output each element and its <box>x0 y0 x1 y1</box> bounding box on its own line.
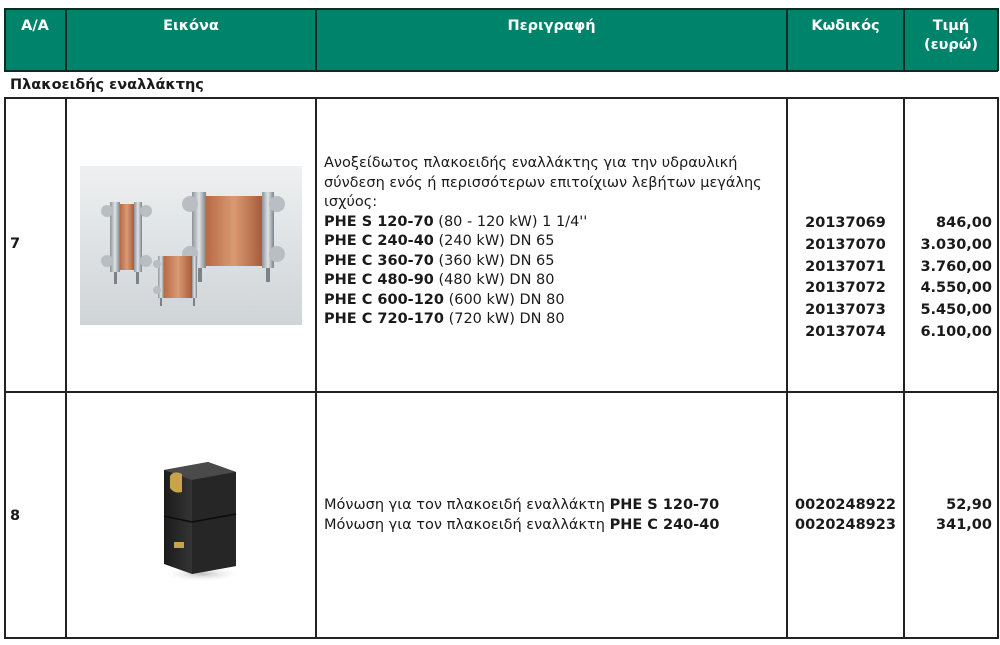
header-price-label: Τιμή <box>932 18 970 34</box>
model-spec: (600 kW) DN 80 <box>443 291 565 308</box>
model-name: PHE C 240-40 <box>609 516 720 533</box>
header-image: Εικόνα <box>66 8 316 71</box>
description-line: Ανοξείδωτος πλακοειδής εναλλάκτης για την υδραυλική <box>324 155 738 171</box>
table-border <box>997 97 999 639</box>
model-spec: (480 kW) DN 80 <box>433 272 555 288</box>
product-code: 20137072 <box>805 280 886 297</box>
model-name: PHE C 720-170 <box>324 311 444 327</box>
model-line <box>324 310 774 330</box>
product-price: 4.550,00 <box>920 280 992 297</box>
row-description <box>324 496 774 535</box>
model-line <box>324 213 774 233</box>
product-code: 20137074 <box>805 323 886 340</box>
header-divider <box>903 8 905 71</box>
product-price: 341,00 <box>936 517 992 533</box>
table-border <box>65 97 67 639</box>
model-spec: (80 - 120 kW) 1 1/4'' <box>433 213 588 230</box>
table-border <box>4 391 998 393</box>
row-codes <box>787 213 904 344</box>
row-number: 8 <box>10 508 21 524</box>
row-codes <box>787 495 904 535</box>
table-border <box>786 97 788 639</box>
product-code: 20137071 <box>805 258 886 275</box>
table-border <box>903 97 905 639</box>
product-price: 3.030,00 <box>920 236 992 253</box>
item-text: Μόνωση για τον πλακοειδή εναλλάκτη <box>324 497 610 513</box>
model-line <box>324 252 774 272</box>
product-code: 20137070 <box>805 236 886 253</box>
model-name: PHE C 480-90 <box>324 272 434 288</box>
product-price: 52,90 <box>946 497 992 513</box>
product-price: 3.760,00 <box>920 258 992 275</box>
description-line: ισχύος: <box>324 194 378 210</box>
header-aa: Α/Α <box>4 8 66 71</box>
table-border <box>4 97 6 639</box>
model-name: PHE C 600-120 <box>324 291 444 308</box>
product-code: 0020248923 <box>795 517 896 533</box>
header-divider <box>65 8 67 71</box>
model-line <box>324 232 774 252</box>
model-line <box>324 516 774 536</box>
header-divider <box>315 8 317 71</box>
header-divider <box>4 8 6 71</box>
section-title: Πλακοειδής εναλλάκτης <box>10 77 204 93</box>
model-line <box>324 271 774 291</box>
description-line: σύνδεση ενός ή περισσότερων επιτοίχιων λεβήτων μεγάλης <box>324 174 762 191</box>
row-number: 7 <box>10 236 21 252</box>
item-text: Μόνωση για τον πλακοειδή εναλλάκτη <box>324 516 610 533</box>
header-divider <box>997 8 999 71</box>
header-description: Περιγραφή <box>316 8 787 71</box>
insulation-jacket-image <box>150 456 250 586</box>
model-name: PHE S 120-70 <box>609 497 720 513</box>
header-price-unit: (ευρώ) <box>923 37 979 53</box>
product-price: 846,00 <box>936 215 992 231</box>
product-code: 20137069 <box>805 215 886 231</box>
model-name: PHE C 240-40 <box>324 233 434 249</box>
product-code: 0020248922 <box>795 497 896 513</box>
product-price: 6.100,00 <box>920 323 992 340</box>
table-border <box>315 97 317 639</box>
product-price: 5.450,00 <box>920 302 992 319</box>
model-name: PHE C 360-70 <box>324 252 434 269</box>
model-line <box>324 496 774 516</box>
model-spec: (720 kW) DN 80 <box>443 311 565 327</box>
header-divider <box>786 8 788 71</box>
model-line <box>324 291 774 311</box>
header-code: Κωδικός <box>787 8 904 71</box>
header-bottom-border <box>4 70 998 72</box>
product-code: 20137073 <box>805 302 886 319</box>
header-top-border <box>4 8 998 10</box>
row-description <box>324 154 774 330</box>
row-prices <box>904 213 992 344</box>
row-prices <box>904 495 992 535</box>
plate-heat-exchanger-image <box>80 166 302 325</box>
model-spec: (240 kW) DN 65 <box>433 233 555 249</box>
table-border <box>4 97 998 99</box>
header-price <box>904 8 998 71</box>
model-name: PHE S 120-70 <box>324 213 434 230</box>
model-spec: (360 kW) DN 65 <box>433 252 555 269</box>
table-border <box>4 637 998 639</box>
